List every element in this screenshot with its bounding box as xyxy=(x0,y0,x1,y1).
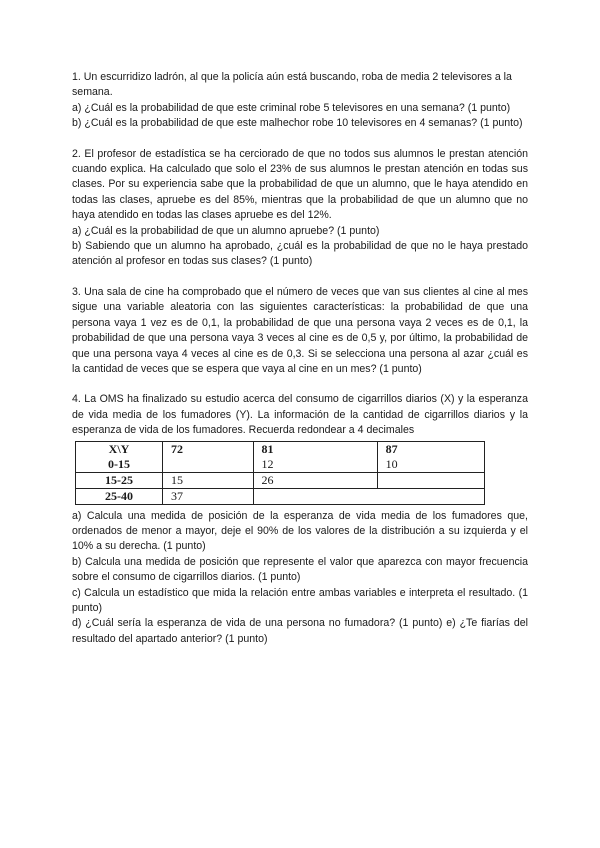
question-4-part-a: a) Calcula una medida de posición de la esperanza de vida media de los fumadores que, ordenados de menor a mayor, deje el 90% de los valores de la distribución a su izquierda y el 10% a su derecha. (1 punto) xyxy=(72,509,528,553)
table-col-header: 87 xyxy=(377,441,484,457)
table-row xyxy=(76,488,485,504)
table-cell: 26 xyxy=(253,472,377,488)
table-cell xyxy=(377,472,484,488)
table-cell: 10 xyxy=(377,457,484,473)
question-2-intro: 2. El profesor de estadística se ha cerciorado de que no todos sus alumnos le prestan atención cuando explica. Ha calculado que solo el 23% de sus alumnos le prestan atención en todas sus clases. Por su experiencia sabe que la probabilidad de que un alumno, que le haya atendido en todas las clases, apruebe es del 85%, mientras que la probabilidad de que un alumno que no haya atendido en todas las clases apruebe es del 12%. xyxy=(72,147,528,222)
question-4-part-b: b) Calcula una medida de posición que represente el valor que aparezca con mayor frecuencia sobre el consumo de cigarrillos diarios. (1 punto) xyxy=(72,555,528,584)
frequency-table xyxy=(75,441,485,505)
table-cell: 37 xyxy=(163,488,253,504)
question-2-part-b: b) Sabiendo que un alumno ha aprobado, ¿cuál es la probabilidad de que no le haya prestado atención al profesor en todas sus clases? (1 punto) xyxy=(72,240,528,268)
question-3 xyxy=(72,285,528,377)
table-col-header: 72 xyxy=(163,441,253,472)
table-row-label: 0-15 xyxy=(76,457,163,473)
table-row-label: 15-25 xyxy=(76,472,163,488)
table-cell xyxy=(253,488,485,504)
question-4-part-d-e: d) ¿Cuál sería la esperanza de vida de una persona no fumadora? (1 punto) e) ¿Te fiarías del resultado del apartado anterior? (1 punto) xyxy=(72,617,528,645)
table-header-row xyxy=(76,441,485,457)
table-row xyxy=(76,472,485,488)
table-row xyxy=(76,457,485,473)
table-corner-cell: X\Y xyxy=(76,441,163,457)
question-2-part-a: a) ¿Cuál es la probabilidad de que un alumno apruebe? (1 punto) xyxy=(72,224,380,237)
exam-page xyxy=(72,70,528,662)
table-row-label: 25-40 xyxy=(76,488,163,504)
question-1-part-a: a) ¿Cuál es la probabilidad de que este criminal robe 5 televisores en una semana? (1 punto) xyxy=(72,101,511,114)
question-4 xyxy=(72,392,528,647)
question-4-part-c: c) Calcula un estadístico que mida la relación entre ambas variables e interpreta el resultado. (1 punto) xyxy=(72,586,528,614)
question-1-part-b: b) ¿Cuál es la probabilidad de que este malhechor robe 10 televisores en 4 semanas? (1 punto) xyxy=(72,117,523,130)
table-col-header: 81 xyxy=(253,441,377,457)
question-1-intro: 1. Un escurridizo ladrón, al que la policía aún está buscando, roba de media 2 televisores a la semana. xyxy=(72,71,512,99)
question-2 xyxy=(72,147,528,270)
table-cell: 12 xyxy=(253,457,377,473)
table-cell: 15 xyxy=(163,472,253,488)
question-4-intro: 4. La OMS ha finalizado su estudio acerca del consumo de cigarrillos diarios (X) y la esperanza de vida media de los fumadores (Y). La información de la cantidad de cigarrillos diarios y la esperanza de vida de los fumadores. Recuerda redondear a 4 decimales xyxy=(72,393,528,437)
question-3-text: 3. Una sala de cine ha comprobado que el número de veces que van sus clientes al cine al mes sigue una variable aleatoria con las siguientes características: la probabilidad de que una persona vaya 1 vez es de 0,1, la probabilidad de que una persona vaya 2 veces es de 0,1, la probabilidad de que una persona vaya 3 veces al cine es de 0,5 y, por último, la probabilidad de que una persona vaya 4 veces al cine es de 0,3. Si se selecciona una persona al azar ¿cuál es la cantidad de veces que se espera que vaya al cine en un mes? (1 punto) xyxy=(72,285,528,375)
question-1 xyxy=(72,70,528,132)
